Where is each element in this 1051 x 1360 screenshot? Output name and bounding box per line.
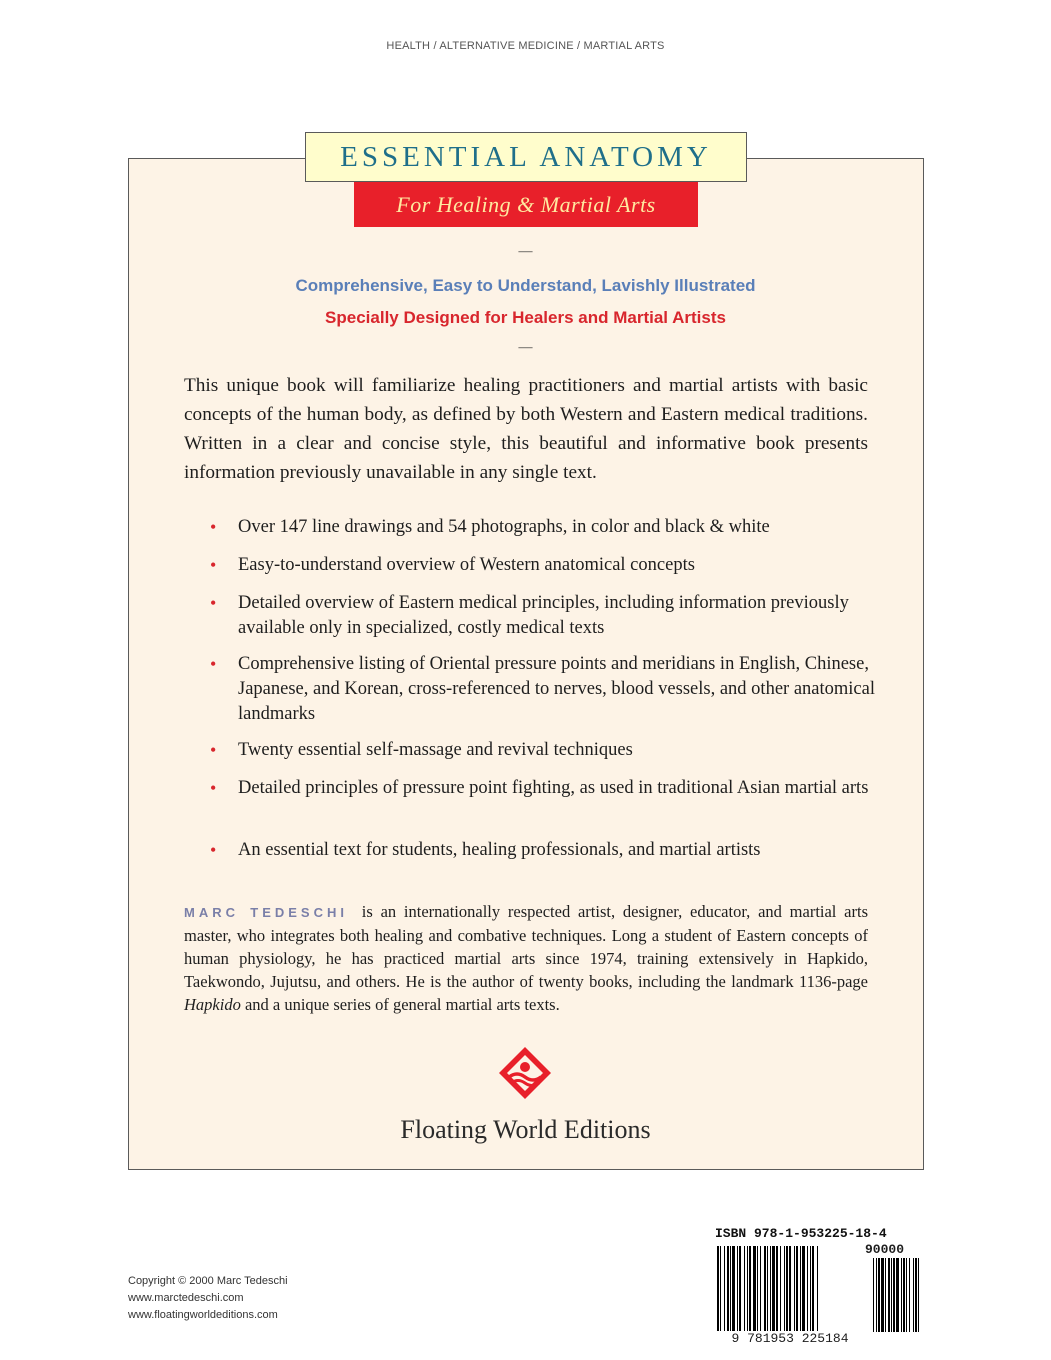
barcode-bar: [770, 1246, 771, 1332]
publisher-website: www.floatingworldeditions.com: [128, 1309, 278, 1321]
barcode-bar: [784, 1246, 785, 1332]
barcode-bar: [878, 1258, 880, 1332]
barcode-bar: [896, 1258, 899, 1332]
feature-item: [210, 553, 878, 578]
barcode-bar: [727, 1246, 729, 1332]
barcode-bar: [885, 1258, 886, 1332]
barcode-bar: [760, 1246, 761, 1332]
barcode-bar: [810, 1246, 811, 1332]
feature-item: [210, 738, 878, 763]
bullet-dot-icon: •: [210, 517, 217, 537]
book-title: ESSENTIAL ANATOMY: [340, 141, 712, 173]
feature-item: [210, 515, 878, 540]
barcode-number: 9 781953 225184: [715, 1331, 865, 1346]
footer-info: [128, 1273, 288, 1324]
barcode-bar: [767, 1246, 768, 1332]
barcode-bar: [913, 1258, 914, 1332]
barcode-bar: [903, 1258, 905, 1332]
bullet-dot-icon: •: [210, 555, 217, 575]
divider-dash-top: —: [518, 244, 533, 259]
barcode-bar: [720, 1246, 721, 1332]
barcode-bar: [739, 1246, 741, 1332]
isbn-label: ISBN 978-1-953225-18-4: [715, 1226, 887, 1241]
barcode-bar: [780, 1246, 781, 1332]
barcode-bar: [893, 1258, 895, 1332]
feature-item: [210, 591, 878, 641]
barcode-bar: [807, 1246, 808, 1332]
feature-text: Detailed principles of pressure point fighting, as used in traditional Asian martial arts: [238, 778, 869, 798]
barcode-bar: [796, 1246, 798, 1332]
price-code: 90000: [865, 1242, 905, 1257]
feature-text: Detailed overview of Eastern medical principles, including information previously available only in specialized, costly medical texts: [238, 593, 849, 638]
barcode-bar: [909, 1258, 910, 1332]
barcode-bar: [873, 1258, 874, 1332]
barcode-bar: [744, 1246, 745, 1332]
barcode-bar: [789, 1246, 791, 1332]
barcode-bar: [724, 1246, 725, 1332]
barcode-bar: [817, 1246, 818, 1332]
barcode-bar: [737, 1246, 738, 1332]
barcode-bar: [749, 1246, 751, 1332]
tagline-secondary: Specially Designed for Healers and Martial Artists: [325, 308, 726, 327]
barcode-bar: [757, 1246, 758, 1332]
barcode-bar: [915, 1258, 917, 1332]
feature-item: [210, 838, 878, 863]
feature-text: Easy-to-understand overview of Western anatomical concepts: [238, 555, 695, 575]
intro-paragraph: This unique book will familiarize healing practitioners and martial artists with basic concepts of the human body, as defined by both Western and Eastern medical traditions. Written in a clear and concise style, this beautiful and informative book presents information previously unavailable in any single text.: [184, 375, 868, 483]
barcode-bar: [747, 1246, 748, 1332]
bullet-dot-icon: •: [210, 593, 217, 613]
barcode-bar: [876, 1258, 877, 1332]
barcode-bar: [730, 1246, 731, 1332]
bullet-dot-icon: •: [210, 778, 217, 798]
category-label: HEALTH / ALTERNATIVE MEDICINE / MARTIAL ARTS: [386, 40, 665, 52]
tagline-primary: Comprehensive, Easy to Understand, Lavishly Illustrated: [295, 276, 756, 295]
feature-item: [210, 652, 878, 727]
bio-book-title: Hapkido: [184, 995, 241, 1014]
bullet-dot-icon: •: [210, 840, 217, 860]
author-bio: [184, 900, 868, 1016]
author-name: MARC TEDESCHI: [184, 905, 348, 920]
bio-text: is an internationally respected artist, designer, educator, and martial arts master, who integrates both healing and combative techniques. Long a student of Eastern concepts of human physiology, he has practiced martial arts since 1974, training extensively in Hapkido, Taekwondo, Jujutsu, and others. He is the author of twenty books, including the landmark 1136-page: [184, 902, 868, 991]
author-website: www.marctedeschi.com: [128, 1292, 244, 1304]
feature-text: Comprehensive listing of Oriental pressure points and meridians in English, Chinese, Japanese, and Korean, cross-referenced to nerves, blood vessels, and other anatomical landmarks: [238, 654, 875, 724]
publisher-name: Floating World Editions: [400, 1115, 651, 1144]
barcode-bar: [732, 1246, 735, 1332]
bullet-dot-icon: •: [210, 740, 217, 760]
barcode-bar: [901, 1258, 902, 1332]
barcode-bar: [786, 1246, 788, 1332]
bullet-dot-icon: •: [210, 654, 217, 674]
feature-text: Twenty essential self-massage and revival techniques: [238, 740, 633, 760]
barcode-bar: [906, 1258, 907, 1332]
barcode-bars: [715, 1244, 925, 1336]
copyright: Copyright © 2000 Marc Tedeschi: [128, 1275, 288, 1287]
barcode-bar: [812, 1246, 814, 1332]
barcode-bar: [918, 1258, 919, 1332]
barcode-bar: [888, 1258, 890, 1332]
title-box: [305, 132, 747, 182]
barcode-bar: [881, 1258, 884, 1332]
book-subtitle: For Healing & Martial Arts: [396, 192, 656, 217]
feature-text: Over 147 line drawings and 54 photographs, in color and black & white: [238, 517, 770, 537]
barcode: [715, 1226, 925, 1346]
subtitle-box: [354, 182, 698, 227]
barcode-bar: [753, 1246, 756, 1332]
publisher-logo-icon: [497, 1045, 553, 1105]
barcode-bar: [764, 1246, 766, 1332]
barcode-bar: [800, 1246, 801, 1332]
barcode-bar: [794, 1246, 795, 1332]
barcode-bar: [802, 1246, 805, 1332]
barcode-bar: [891, 1258, 892, 1332]
barcode-bar: [776, 1246, 778, 1332]
feature-text: An essential text for students, healing professionals, and martial artists: [238, 840, 761, 860]
bio-text-end: and a unique series of general martial arts texts.: [244, 995, 560, 1014]
barcode-bar: [772, 1246, 775, 1332]
feature-item: [210, 776, 878, 801]
barcode-bar: [717, 1246, 719, 1332]
divider-dash-bottom: —: [518, 340, 533, 355]
